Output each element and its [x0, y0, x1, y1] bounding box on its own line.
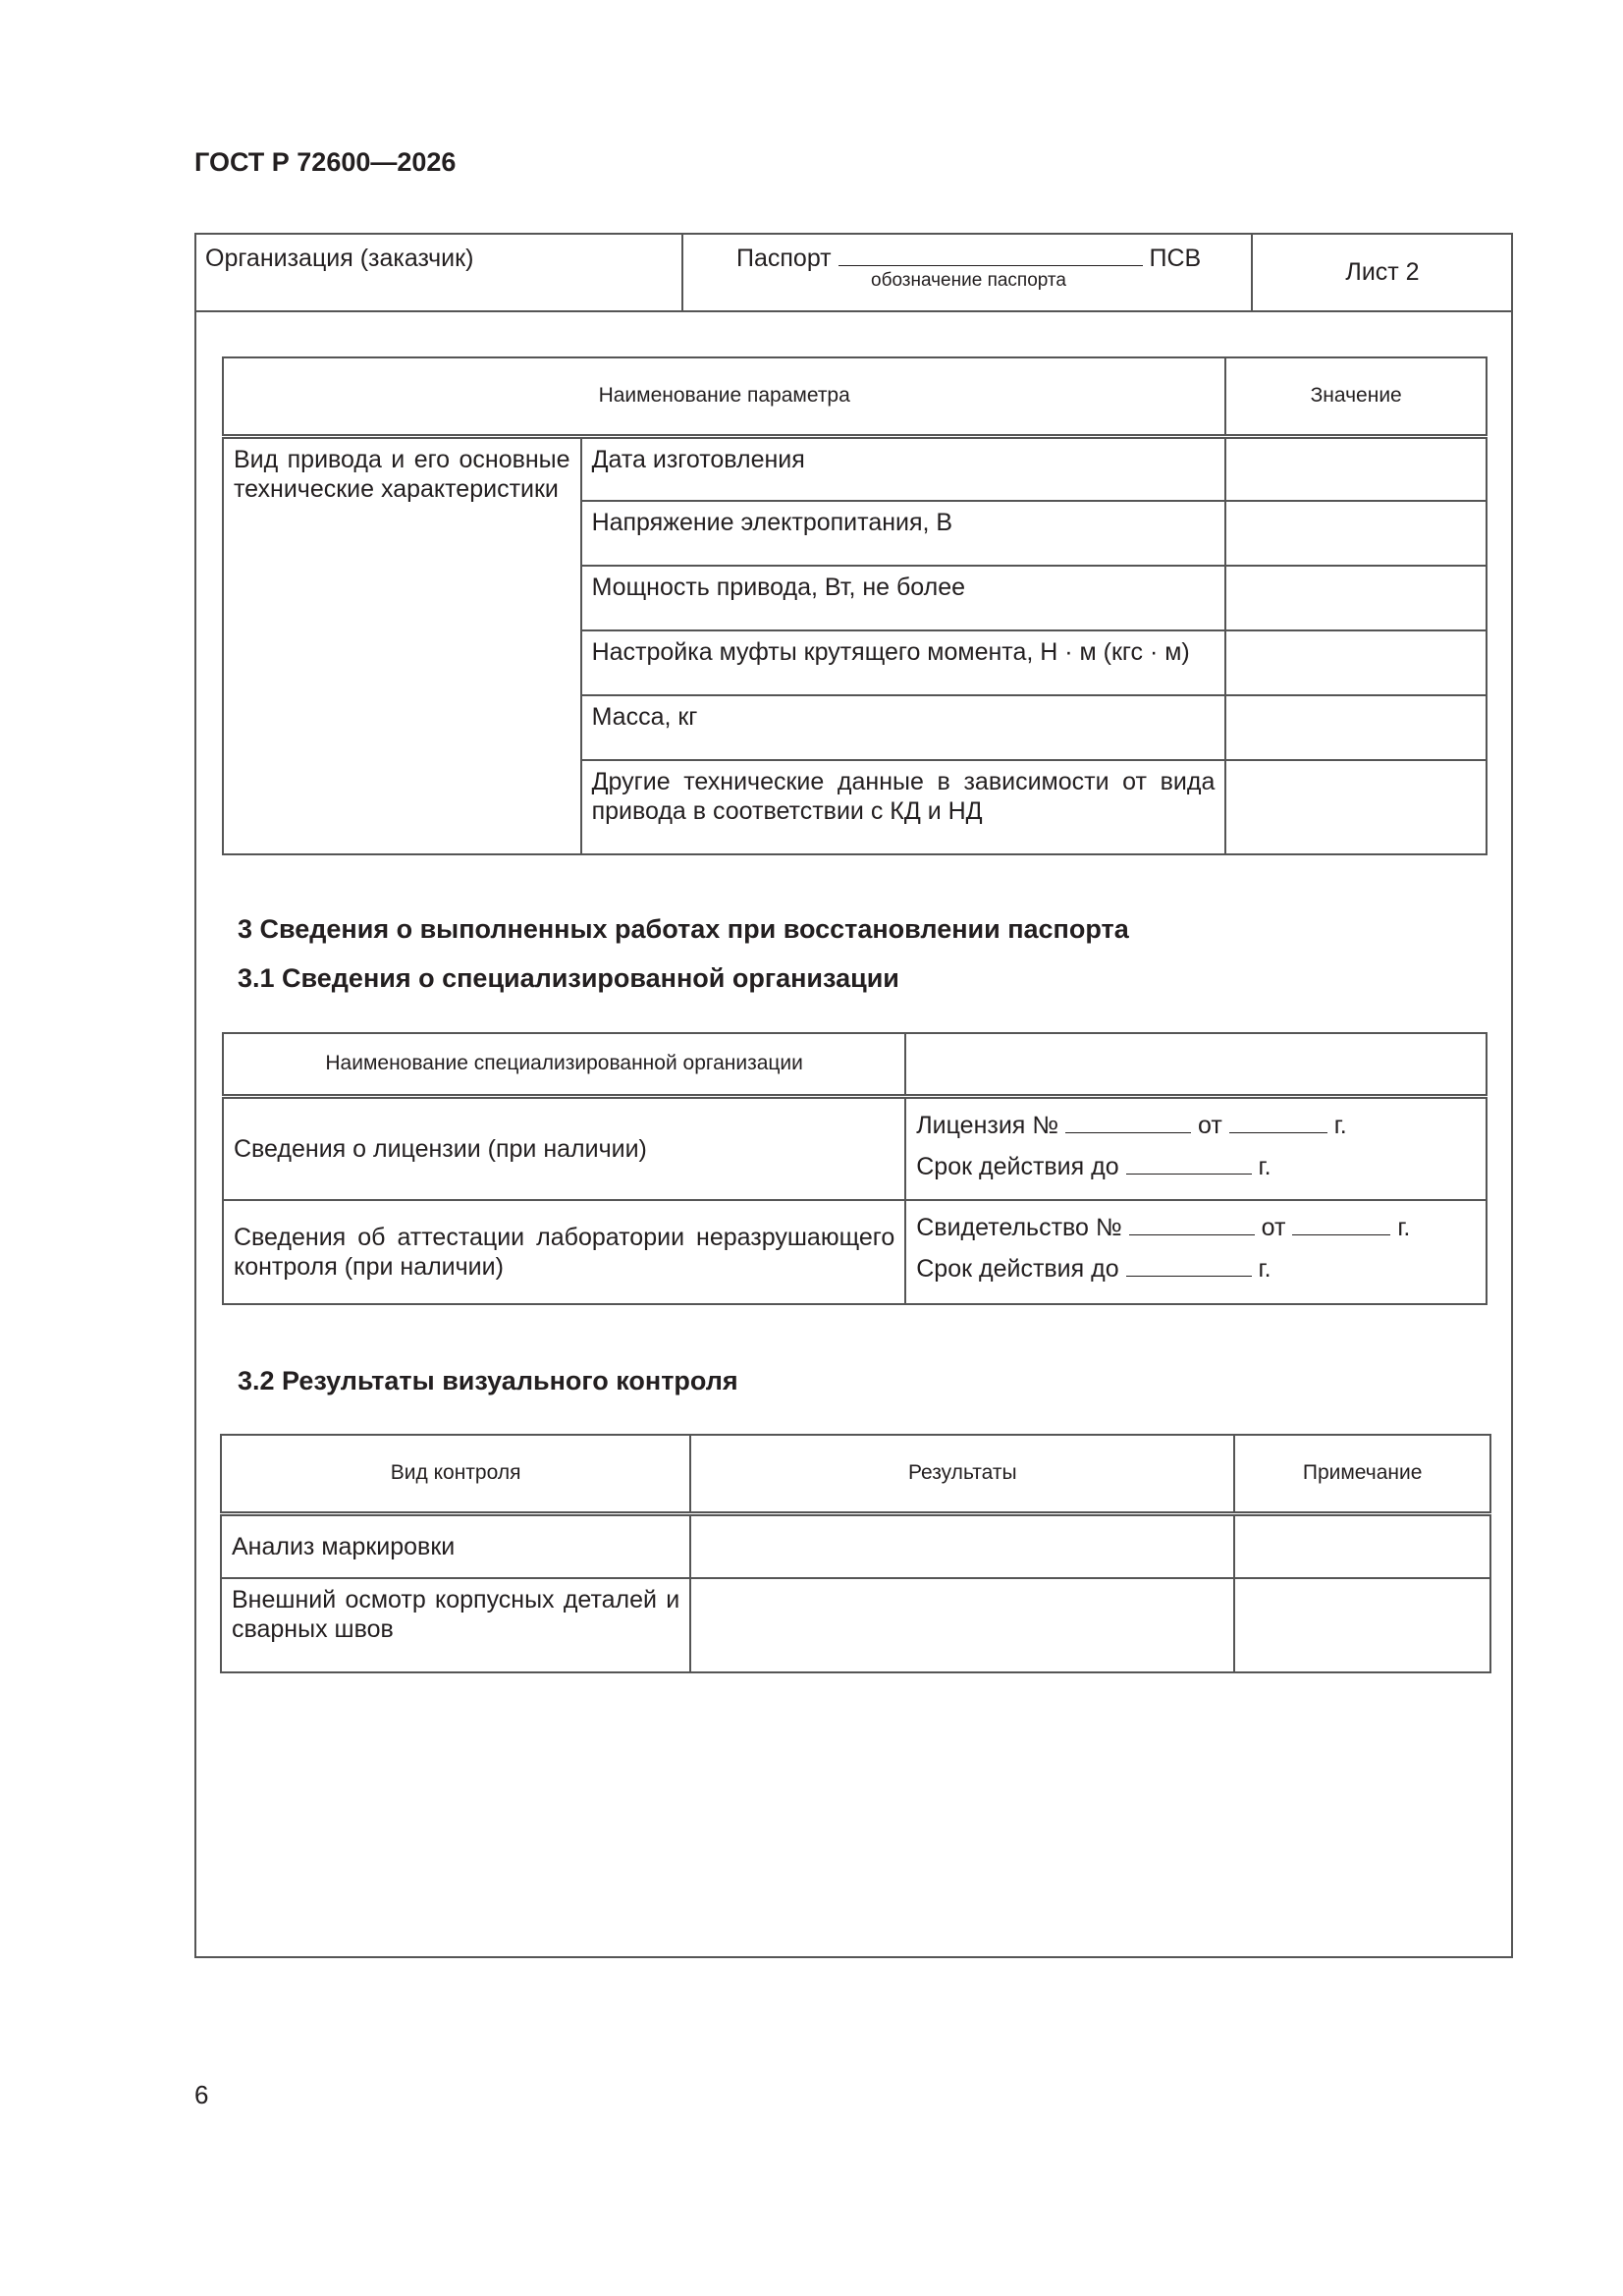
param-value-cell[interactable] [1225, 760, 1487, 854]
license-valid-label: Срок действия до [916, 1152, 1119, 1180]
visual-note-cell[interactable] [1234, 1513, 1490, 1578]
param-row: Другие технические данные в зависимости от вида привода в соответствии с КД и НД [581, 760, 1226, 854]
param-row: Масса, кг [581, 695, 1226, 760]
visual-col-note: Примечание [1234, 1435, 1490, 1513]
visual-results-cell[interactable] [690, 1578, 1234, 1672]
param-value-cell[interactable] [1225, 695, 1487, 760]
header-divider-v1 [681, 233, 683, 311]
param-value-cell[interactable] [1225, 501, 1487, 566]
license-date-blank[interactable] [1229, 1113, 1327, 1133]
param-value-cell[interactable] [1225, 630, 1487, 695]
param-col-value: Значение [1225, 357, 1487, 436]
license-valid-blank[interactable] [1126, 1154, 1252, 1175]
visual-row: Анализ маркировки [221, 1513, 690, 1578]
visual-row: Внешний осмотр корпусных деталей и сварных швов [221, 1578, 690, 1672]
cert-cell [905, 1200, 1487, 1304]
visual-results-cell[interactable] [690, 1513, 1234, 1578]
org-name-cell[interactable] [905, 1033, 1487, 1096]
param-value-cell[interactable] [1225, 436, 1487, 501]
param-group-label: Вид привода и его основные технические характеристики [223, 436, 581, 854]
cert-valid-year: г. [1258, 1255, 1271, 1283]
param-value-cell[interactable] [1225, 566, 1487, 630]
visual-col-results: Результаты [690, 1435, 1234, 1513]
cert-valid-blank[interactable] [1126, 1256, 1252, 1277]
visual-note-cell[interactable] [1234, 1578, 1490, 1672]
cert-valid-label: Срок действия до [916, 1255, 1119, 1283]
license-cell [905, 1096, 1487, 1200]
passport-blank [839, 246, 1143, 266]
cert-no-label: Свидетельство № [916, 1214, 1122, 1241]
page-number: 6 [194, 2080, 209, 2109]
sheet-label: Лист 2 [1345, 258, 1420, 286]
section-3-title: 3 Сведения о выполненных работах при восстановлении паспорта [238, 914, 1129, 944]
license-from-label: от [1198, 1111, 1222, 1139]
license-year-label: г. [1333, 1111, 1347, 1139]
param-table [222, 356, 1488, 855]
document-code: ГОСТ Р 72600—2026 [194, 147, 457, 177]
license-valid-year: г. [1258, 1152, 1271, 1180]
org-head-label: Наименование специализированной организации [223, 1033, 905, 1096]
header-org-label: Организация (заказчик) [205, 245, 474, 272]
passport-caption: обозначение паспорта [871, 270, 1066, 291]
cert-no-blank[interactable] [1129, 1215, 1255, 1235]
param-row: Напряжение электропитания, В [581, 501, 1226, 566]
visual-table [220, 1434, 1491, 1673]
license-label: Сведения о лицензии (при наличии) [223, 1096, 905, 1200]
license-no-label: Лицензия № [916, 1111, 1059, 1139]
section-3-2-title: 3.2 Результаты визуального контроля [238, 1366, 738, 1395]
cert-label: Сведения об аттестации лаборатории неразрушающего контроля (при наличии) [223, 1200, 905, 1304]
param-row: Мощность привода, Вт, не более [581, 566, 1226, 630]
header-divider [194, 310, 1513, 312]
cert-from-label: от [1261, 1214, 1286, 1241]
passport-label: Паспорт [736, 245, 832, 272]
cert-date-blank[interactable] [1292, 1215, 1390, 1235]
org-table [222, 1032, 1488, 1305]
section-3-1-title: 3.1 Сведения о специализированной организации [238, 963, 899, 993]
passport-suffix: ПСВ [1149, 245, 1202, 272]
param-col-name: Наименование параметра [223, 357, 1225, 436]
param-row: Настройка муфты крутящего момента, Н · м (кгс · м) [581, 630, 1226, 695]
header-passport [736, 245, 1201, 273]
cert-year-label: г. [1397, 1214, 1411, 1241]
param-row: Дата изготовления [581, 436, 1226, 501]
license-no-blank[interactable] [1065, 1113, 1191, 1133]
visual-col-type: Вид контроля [221, 1435, 690, 1513]
